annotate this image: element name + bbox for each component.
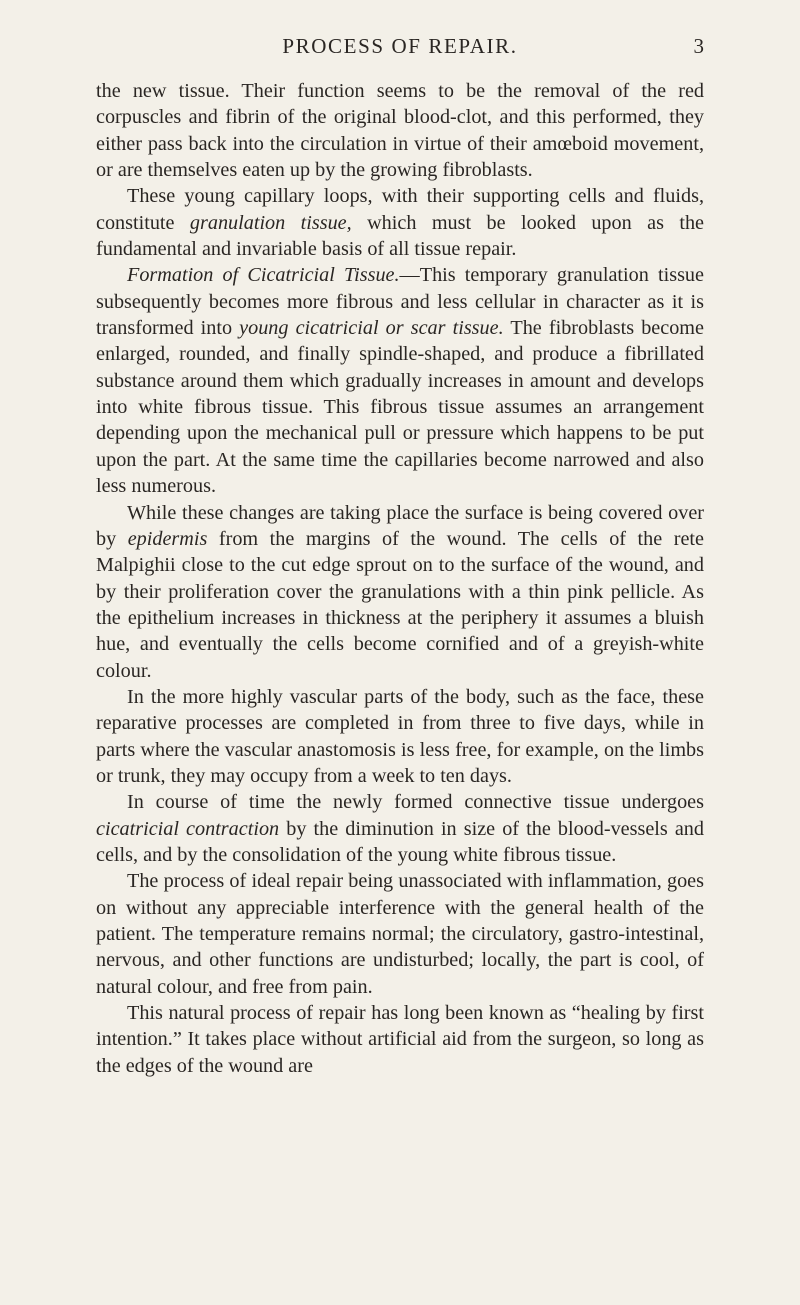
text-run: —This temporary granulation tissue subsequently becomes more fibrous and less cellular in character as it is transformed into <box>96 264 704 340</box>
text-run: the new tissue. Their function seems to be the removal of the red corpuscles and fibrin of the original blood-clot, and this performed, they either pass back into the circulation in virtue of their amœboid movement, or are themselves eaten up by the growing fibroblasts. <box>96 80 704 182</box>
paragraph <box>96 789 704 868</box>
italic-term: epidermis <box>127 527 208 550</box>
text-run: In the more highly vascular parts of the body, such as the face, these reparative processes are completed in from three to five days, while in parts where the vascular anastomosis is less free, for example, on the limbs or trunk, they may occupy from a week to ten days. <box>96 685 704 787</box>
paragraph <box>96 183 704 262</box>
paragraph <box>96 684 704 789</box>
text-run: The process of ideal repair being unassociated with inflammation, goes on without any appreciable interference with the general health of the patient. The temperature remains normal; the circulatory, gastro-intestinal, nervous, and other functions are undisturbed; locally, the part is cool, of natural colour, and free from pain. <box>96 870 704 998</box>
italic-term: granulation tissue, <box>189 211 352 234</box>
body-text <box>96 78 704 1079</box>
paragraph <box>96 262 704 499</box>
paragraph <box>96 500 704 684</box>
italic-term: young cicatricial or scar tissue. <box>239 317 504 340</box>
italic-term: cicatricial contraction <box>96 817 280 840</box>
text-run: These young capillary loops, with their supporting cells and fluids, constitute <box>96 185 704 234</box>
paragraph <box>96 868 704 1000</box>
text-run: In course of time the newly formed connective tissue undergoes <box>127 791 704 814</box>
text-run: The fibroblasts become enlarged, rounded, and finally spindle-shaped, and produce a fibrillated substance around them which gradually increases in amount and develops into white fibrous tissue. This fibrous tissue assumes an arrangement depending upon the mechanical pull or pressure which happens to be put upon the part. At the same time the capillaries become narrowed and also less numerous. <box>96 317 704 498</box>
paragraph <box>96 78 704 183</box>
text-run: While these changes are taking place the surface is being covered over by <box>96 501 704 550</box>
italic-term: Formation of Cicatricial Tissue. <box>127 264 400 287</box>
page-number: 3 <box>693 34 704 58</box>
running-title: PROCESS OF REPAIR. <box>282 34 518 58</box>
text-run: which must be looked upon as the fundamental and invariable basis of all tissue repair. <box>96 211 704 261</box>
paragraph <box>96 1000 704 1079</box>
text-run: by the diminution in size of the blood-vessels and cells, and by the consolidation of the young white fibrous tissue. <box>96 817 704 866</box>
page-header <box>96 0 704 70</box>
text-run: This natural process of repair has long been known as “healing by first intention.” It takes place without artificial aid from the surgeon, so long as the edges of the wound are <box>96 1002 704 1077</box>
text-run: from the margins of the wound. The cells of the rete Malpighii close to the cut edge sprout on to the surface of the wound, and by their proliferation cover the granulations with a thin pink pellicle. As the epithelium increases in thickness at the periphery it assumes a bluish hue, and eventually the cells become cornified and of a greyish-white colour. <box>96 527 704 682</box>
